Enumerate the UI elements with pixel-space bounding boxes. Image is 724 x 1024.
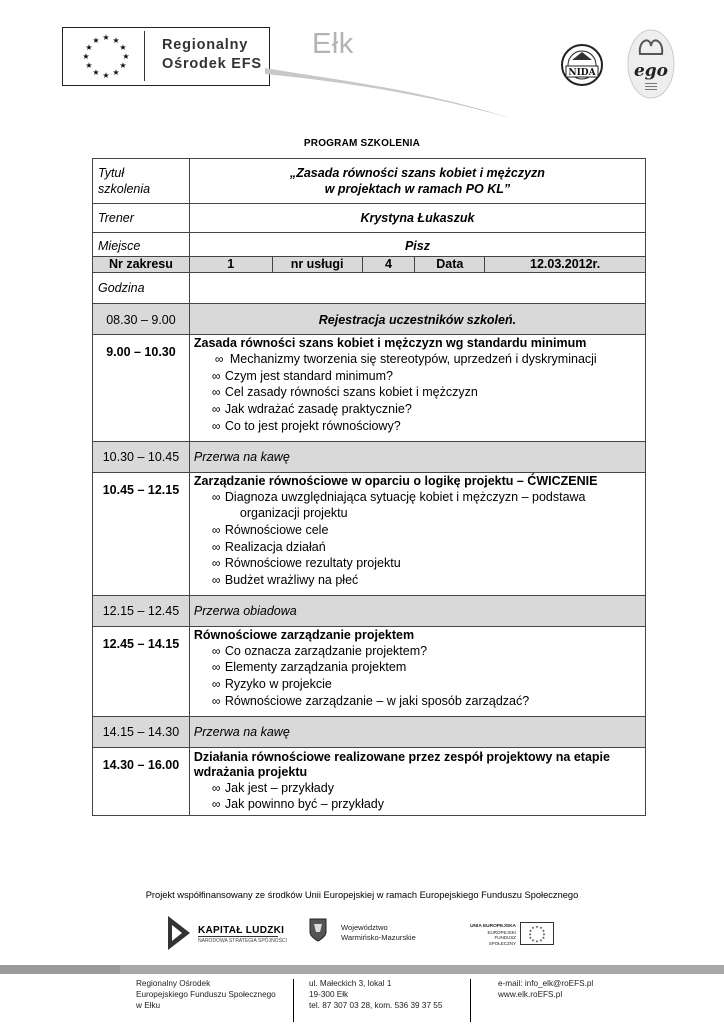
infinity-bullet-icon: ∞ <box>211 780 221 795</box>
contact-address <box>309 978 442 1012</box>
kapital-ludzki-logo-icon <box>168 916 190 950</box>
topic-list <box>190 351 645 441</box>
list-item-text: Cel zasady równości szans kobiet i mężczyzn <box>224 385 478 400</box>
contact-website-link[interactable]: www.elk.roEFS.pl <box>498 990 563 1000</box>
schedule-row <box>93 472 646 595</box>
svg-text:★: ★ <box>539 938 543 943</box>
infinity-bullet-icon: ∞ <box>211 660 221 675</box>
contact-organization <box>136 978 276 1012</box>
nida-logo-text: NIDA <box>568 68 596 78</box>
contact-address-line1: ul. Małeckich 3, lokal 1 <box>309 979 392 988</box>
eu-fund-line3: FUNDUSZ SPOŁECZNY <box>488 935 516 946</box>
schedule-row <box>93 304 646 335</box>
infinity-bullet-icon: ∞ <box>211 677 221 692</box>
org-name-line1: Regionalny <box>162 37 249 53</box>
contact-email-link[interactable]: e-mail: info_elk@roEFS.pl <box>498 979 594 988</box>
list-item-text: Czym jest standard minimum? <box>224 368 393 383</box>
footer-stripe <box>0 965 724 974</box>
title-label-line1: Tytuł <box>98 166 125 180</box>
topic-list <box>190 780 645 815</box>
hour-label: Godzina <box>93 273 190 304</box>
contact-online <box>498 978 593 1000</box>
date-value: 12.03.2012r. <box>485 257 646 273</box>
date-label: Data <box>415 257 485 273</box>
range-row <box>93 257 646 273</box>
slot-heading-line1: Działania równościowe realizowane przez zespół projektowy na etapie <box>193 749 610 764</box>
slot-time: 14.15 – 14.30 <box>93 716 190 747</box>
schedule-row <box>93 626 646 716</box>
list-item <box>212 539 641 556</box>
list-item <box>212 796 641 813</box>
contact-org-line2: Europejskiego Funduszu Społecznego <box>136 990 276 1000</box>
svg-text:★: ★ <box>541 929 546 933</box>
infinity-bullet-icon: ∞ <box>211 797 221 812</box>
svg-text:★: ★ <box>102 33 110 42</box>
slot-content <box>189 335 645 442</box>
list-item-text: Co to jest projekt równościowy? <box>224 418 401 433</box>
slot-heading: Zarządzanie równościowe w oparciu o logikę projektu – ĆWICZENIE <box>193 473 598 488</box>
list-item-text-continued: organizacji projektu <box>239 506 348 521</box>
list-item <box>212 572 641 589</box>
region-crest-icon <box>309 918 327 942</box>
range-label: Nr zakresu <box>93 257 190 273</box>
region-name <box>341 923 416 942</box>
contact-separator <box>470 979 471 1022</box>
svg-text:★: ★ <box>535 925 539 929</box>
place-value: Pisz <box>189 233 645 257</box>
list-item-text: Co oznacza zarządzanie projektem? <box>224 643 428 658</box>
hour-empty-cell <box>189 273 645 304</box>
topic-list <box>190 643 645 716</box>
footer-logos <box>0 913 724 953</box>
slot-heading: Zasada równości szans kobiet i mężczyzn wg standardu minimum <box>193 336 587 350</box>
schedule-row <box>93 716 646 747</box>
trainer-label: Trener <box>93 204 190 233</box>
list-item-text: Jak powinno być – przykłady <box>224 797 384 812</box>
svg-text:★: ★ <box>531 938 535 943</box>
place-label: Miejsce <box>93 233 190 257</box>
hour-header-row <box>93 273 646 304</box>
list-item-text: Ryzyko w projekcie <box>224 677 332 692</box>
document-title: PROGRAM SZKOLENIA <box>303 138 421 149</box>
slot-time: 10.30 – 10.45 <box>93 441 190 472</box>
eu-flag-icon <box>520 922 554 945</box>
slot-time: 12.15 – 12.45 <box>93 595 190 626</box>
kapital-ludzki-name: KAPITAŁ LUDZKI <box>198 925 285 936</box>
list-item-text: Jak wdrażać zasadę praktycznie? <box>224 402 412 417</box>
kapital-ludzki-rule <box>198 936 278 937</box>
list-item <box>212 401 641 418</box>
list-item-text: Mechanizmy tworzenia się stereotypów, uprzedzeń i dyskryminacji <box>229 352 597 366</box>
list-item-text: Diagnoza uwzględniająca sytuację kobiet i mężczyzn – podstawa <box>224 489 586 504</box>
program-table <box>92 158 646 816</box>
svg-text:★: ★ <box>535 939 539 944</box>
org-name-line2: Ośrodek EFS <box>162 56 262 72</box>
list-item <box>212 522 641 539</box>
place-row <box>93 233 646 257</box>
nida-logo-icon <box>557 42 607 88</box>
list-item <box>212 384 641 401</box>
contact-phone: tel. 87 307 03 28, kom. 536 39 37 55 <box>309 1001 443 1011</box>
svg-text:★: ★ <box>528 929 533 933</box>
slot-content <box>189 747 645 815</box>
slot-heading: Równościowe zarządzanie projektem <box>193 627 415 642</box>
infinity-bullet-icon: ∞ <box>211 539 221 554</box>
contact-separator <box>293 979 294 1022</box>
list-item-text: Realizacja działań <box>224 539 326 554</box>
infinity-bullet-icon: ∞ <box>211 402 221 417</box>
svg-text:★: ★ <box>528 936 533 940</box>
svg-text:★: ★ <box>92 36 100 45</box>
ego-logo-text: ego <box>633 61 669 81</box>
slot-time: 08.30 – 9.00 <box>93 304 190 335</box>
title-value-line1: „Zasada równości szans kobiet i mężczyzn <box>289 166 545 180</box>
list-item <box>212 659 641 676</box>
slot-text: Rejestracja uczestników szkoleń. <box>189 304 645 335</box>
list-item <box>212 555 641 572</box>
slot-content <box>189 626 645 716</box>
svg-text:★: ★ <box>85 43 93 52</box>
cofinance-note: Projekt współfinansowany ze środków Unii Europejskiej w ramach Europejskiego Funduszu Społecznego <box>145 890 579 900</box>
svg-text:★: ★ <box>112 36 120 45</box>
list-item <box>212 418 641 435</box>
slot-text: Przerwa na kawę <box>189 441 645 472</box>
svg-text:★: ★ <box>541 936 546 940</box>
infinity-bullet-icon: ∞ <box>211 693 221 708</box>
slot-text: Przerwa na kawę <box>189 716 645 747</box>
eu-stars-icon <box>78 30 134 82</box>
trainer-row <box>93 204 646 233</box>
list-item-text: Elementy zarządzania projektem <box>224 660 407 675</box>
list-item <box>212 780 641 797</box>
eu-fund-line2: EUROPEJSKI <box>487 929 516 935</box>
eu-fund-label <box>470 924 516 946</box>
infinity-bullet-icon: ∞ <box>211 489 221 504</box>
infinity-bullet-icon: ∞ <box>211 418 221 433</box>
list-item-text: Równościowe rezultaty projektu <box>224 556 401 571</box>
infinity-bullet-icon: ∞ <box>211 556 221 571</box>
eu-fund-line1: UNIA EUROPEJSKA <box>470 924 516 929</box>
list-item <box>212 693 641 710</box>
infinity-bullet-icon: ∞ <box>211 368 221 383</box>
schedule-row <box>93 747 646 815</box>
list-item-text: Budżet wrażliwy na płeć <box>224 573 359 588</box>
svg-text:★: ★ <box>539 926 543 930</box>
title-label-line2: szkolenia <box>98 182 151 196</box>
topic-list <box>190 489 645 595</box>
list-item <box>212 643 641 660</box>
svg-text:★: ★ <box>119 43 127 52</box>
trainer-value: Krystyna Łukaszuk <box>189 204 645 233</box>
header-divider <box>144 31 145 81</box>
region-name-line1: Województwo <box>341 923 388 932</box>
list-item-text: Jak jest – przykłady <box>224 780 334 795</box>
header-org-name <box>162 36 262 74</box>
title-value-line2: w projektach w ramach PO KL” <box>324 182 511 196</box>
svg-text:★: ★ <box>112 68 120 77</box>
svg-text:★: ★ <box>102 71 110 80</box>
list-item-text: Równościowe cele <box>224 522 329 537</box>
list-item-text: Równościowe zarządzanie – w jaki sposób zarządzać? <box>224 693 530 708</box>
list-item <box>215 351 641 368</box>
svg-text:★: ★ <box>528 932 532 937</box>
slot-time: 10.45 – 12.15 <box>93 472 190 595</box>
schedule-row <box>93 441 646 472</box>
list-item <box>212 676 641 693</box>
svg-text:★: ★ <box>85 61 93 70</box>
schedule-row <box>93 595 646 626</box>
header-swoosh-decoration <box>265 60 510 120</box>
region-name-line2: Warmińsko-Mazurskie <box>341 932 416 942</box>
slot-time: 14.30 – 16.00 <box>93 747 190 815</box>
ego-logo-icon <box>626 28 676 100</box>
list-item <box>212 489 641 522</box>
kapital-ludzki-subtitle: NARODOWA STRATEGIA SPÓJNOŚCI <box>198 938 287 944</box>
service-label: nr usługi <box>272 257 362 273</box>
svg-text:★: ★ <box>82 52 90 61</box>
list-item <box>212 368 641 385</box>
svg-text:★: ★ <box>542 932 546 937</box>
contact-org-line1: Regionalny Ośrodek <box>136 979 211 988</box>
title-row <box>93 159 646 204</box>
header-city: Ełk <box>312 28 354 60</box>
svg-text:★: ★ <box>119 61 127 70</box>
slot-text: Przerwa obiadowa <box>189 595 645 626</box>
service-value: 4 <box>362 257 415 273</box>
slot-time: 12.45 – 14.15 <box>93 626 190 716</box>
range-value: 1 <box>189 257 272 273</box>
slot-heading <box>190 748 645 780</box>
contact-address-line2: 19-300 Ełk <box>309 990 349 1000</box>
infinity-bullet-icon: ∞ <box>211 643 221 658</box>
title-value <box>189 159 645 204</box>
svg-text:★: ★ <box>122 52 130 61</box>
infinity-bullet-icon: ∞ <box>211 522 221 537</box>
infinity-bullet-icon: ∞ <box>214 352 224 366</box>
contact-org-line3: w Ełku <box>136 1001 161 1011</box>
infinity-bullet-icon: ∞ <box>211 385 221 400</box>
schedule-row <box>93 335 646 442</box>
title-label <box>93 159 190 204</box>
slot-heading-line2: wdrażania projektu <box>193 764 308 779</box>
infinity-bullet-icon: ∞ <box>211 573 221 588</box>
svg-text:★: ★ <box>92 68 100 77</box>
svg-text:★: ★ <box>531 926 535 930</box>
slot-content <box>189 472 645 595</box>
slot-time: 9.00 – 10.30 <box>93 335 190 442</box>
